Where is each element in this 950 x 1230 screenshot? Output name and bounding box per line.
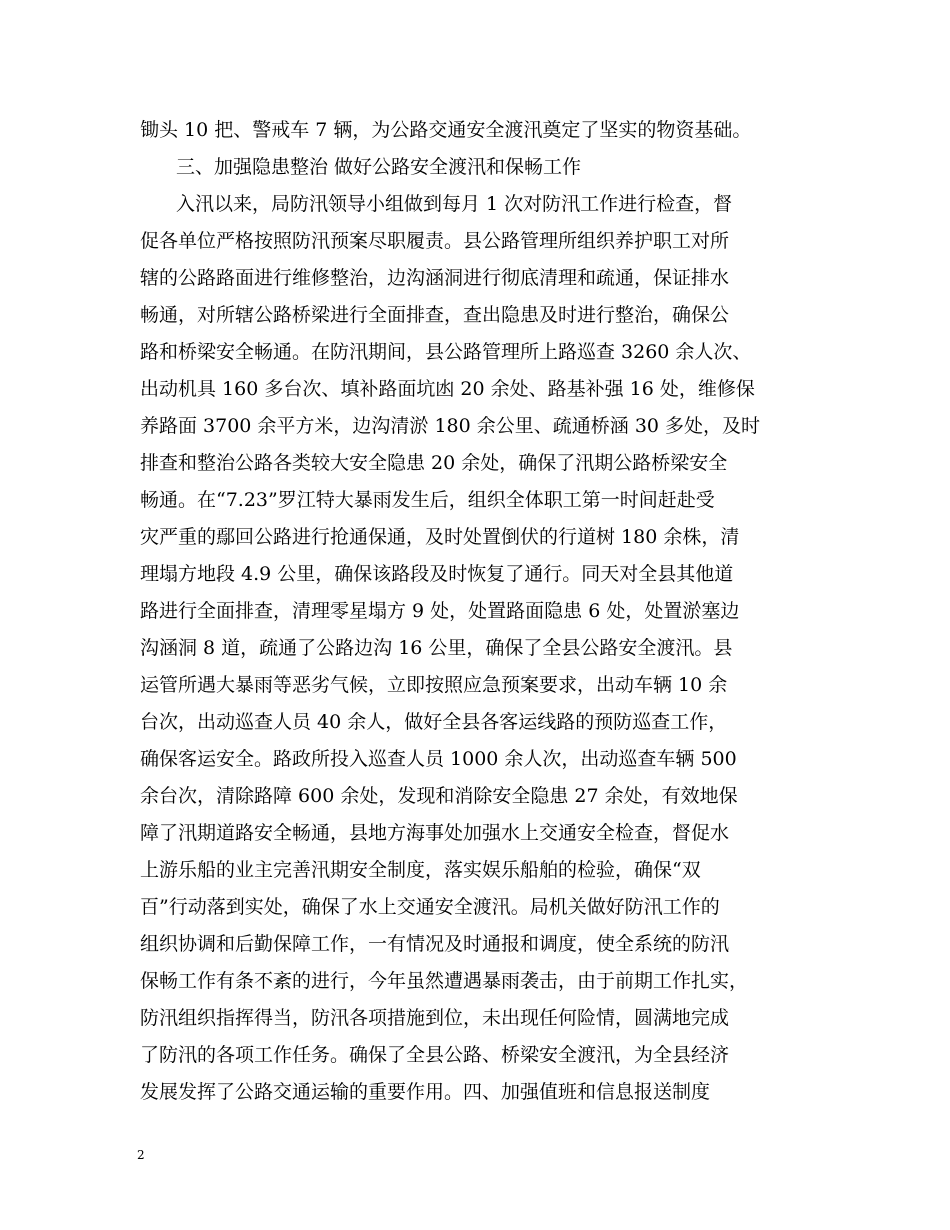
text-line: 防汛组织指挥得当，防汛各项措施到位，未出现任何险情，圆满地完成 [140, 1007, 730, 1029]
text-line: 运管所遇大暴雨等恶劣气候，立即按照应急预案要求，出动车辆 10 余 [140, 674, 728, 696]
text-line: 组织协调和后勤保障工作，一有情况及时通报和调度，使全系统的防汛 [140, 933, 730, 955]
text-line: 百”行动落到实处，确保了水上交通安全渡汛。局机关做好防汛工作的 [140, 896, 720, 918]
text-line: 台次，出动巡查人员 40 余人，做好全县各客运线路的预防巡查工作， [140, 711, 728, 733]
text-line: 出动机具 160 多台次、填补路面坑凼 20 余处、路基补强 16 处，维修保 [140, 378, 755, 400]
text-line: 沟涵洞 8 道，疏通了公路边沟 16 公里，确保了全县公路安全渡汛。县 [140, 637, 733, 659]
text-line: 畅通，对所辖公路桥梁进行全面排查，查出隐患及时进行整治，确保公 [140, 304, 730, 326]
text-line: 辖的公路路面进行维修整治，边沟涵洞进行彻底清理和疏通，保证排水 [140, 267, 730, 289]
text-line: 确保客运安全。路政所投入巡查人员 1000 余人次，出动巡查车辆 500 [140, 748, 737, 770]
text-line: 障了汛期道路安全畅通，县地方海事处加强水上交通安全检查，督促水 [140, 822, 730, 844]
text-line: 排查和整治公路各类较大安全隐患 20 余处，确保了汛期公路桥梁安全 [140, 452, 728, 474]
text-line: 促各单位严格按照防汛预案尽职履责。县公路管理所组织养护职工对所 [140, 230, 730, 252]
text-line: 养路面 3700 余平方米，边沟清淤 180 余公里、疏通桥涵 30 多处，及时 [140, 415, 761, 437]
text-line: 畅通。在“7.23”罗江特大暴雨发生后，组织全体职工第一时间赶赴受 [140, 489, 715, 511]
text-line: 了防汛的各项工作任务。确保了全县公路、桥梁安全渡汛，为全县经济 [140, 1044, 730, 1066]
section-heading: 三、加强隐患整治 做好公路安全渡汛和保畅工作 [176, 156, 582, 178]
text-line: 路和桥梁安全畅通。在防汛期间，县公路管理所上路巡查 3260 余人次、 [140, 341, 752, 363]
text-line: 上游乐船的业主完善汛期安全制度，落实娱乐船舶的检验，确保“双 [140, 859, 701, 881]
text-line: 入汛以来，局防汛领导小组做到每月 1 次对防汛工作进行检查，督 [176, 193, 733, 215]
text-line: 路进行全面排查，清理零星塌方 9 处，处置路面隐患 6 处，处置淤塞边 [140, 600, 740, 622]
text-line: 保畅工作有条不紊的进行，今年虽然遭遇暴雨袭击，由于前期工作扎实， [140, 970, 749, 992]
text-line: 发展发挥了公路交通运输的重要作用。四、加强值班和信息报送制度 [140, 1081, 711, 1103]
text-line: 锄头 10 把、警戒车 7 辆，为公路交通安全渡汛奠定了坚实的物资基础。 [140, 119, 752, 141]
text-line: 理塌方地段 4.9 公里，确保该路段及时恢复了通行。同天对全县其他道 [140, 563, 734, 585]
text-line: 灾严重的鄢回公路进行抢通保通，及时处置倒伏的行道树 180 余株，清 [140, 526, 740, 548]
text-line: 余台次，清除路障 600 余处，发现和消除安全隐患 27 余处，有效地保 [140, 785, 738, 807]
page-number: 2 [137, 1148, 145, 1162]
